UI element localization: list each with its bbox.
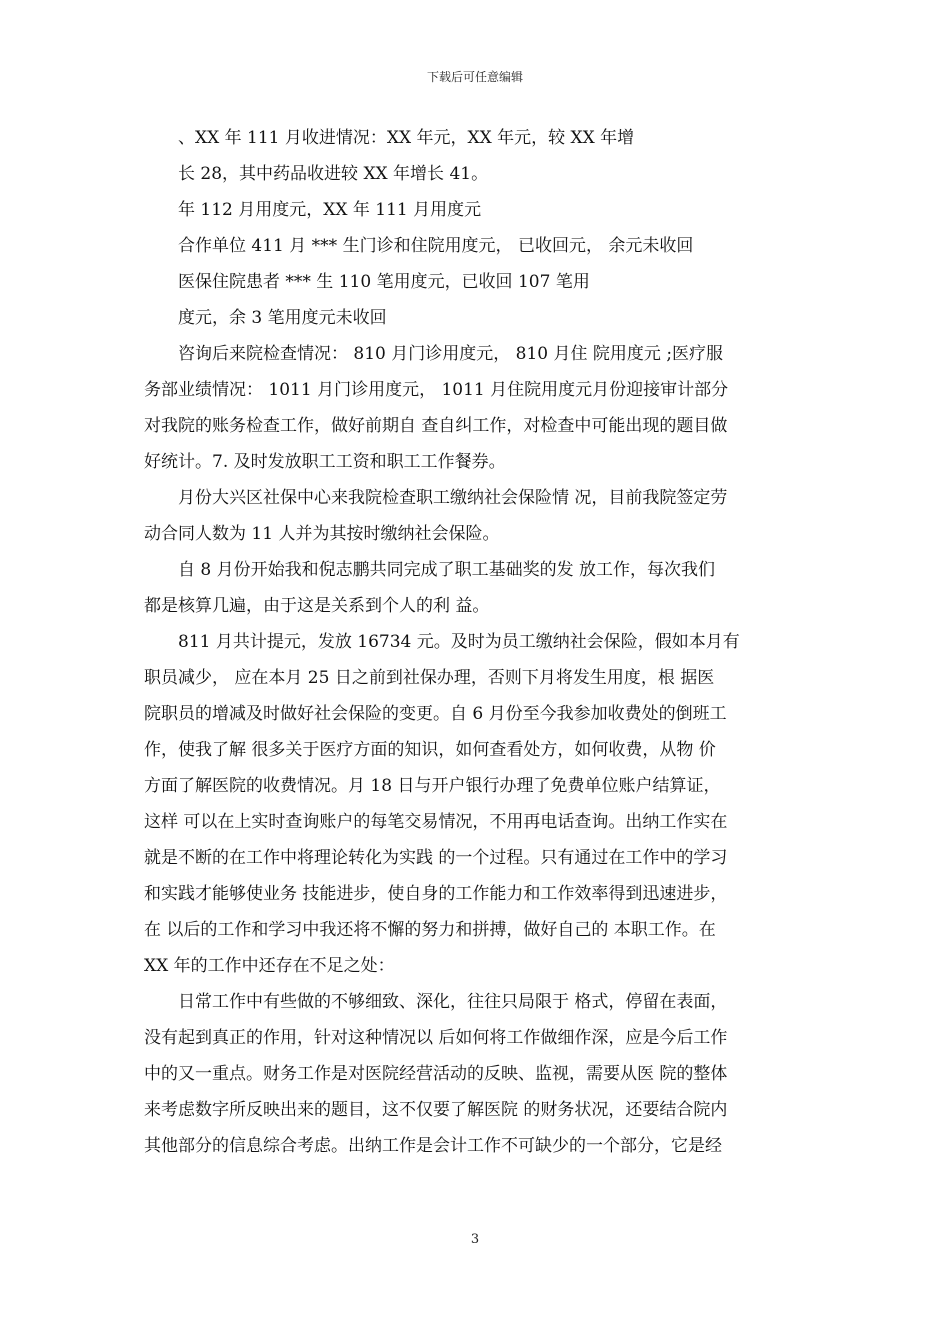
text-line: 长 28，其中药品收进较 XX 年增长 41。 [178, 164, 489, 184]
text-line: XX 年的工作中还存在不足之处： [144, 956, 395, 976]
text-line: 好统计。7. 及时发放职工工资和职工工作餐券。 [144, 452, 506, 472]
text-line: 来考虑数字所反映出来的题目，这不仅要了解医院 的财务状况，还要结合院内 [144, 1100, 728, 1120]
text-line: 咨询后来院检查情况： 810 月门诊用度元， 810 月住 院用度元 ;医疗服 [178, 344, 724, 364]
text-line: 对我院的账务检查工作，做好前期自 查自纠工作，对检查中可能出现的题目做 [144, 416, 728, 436]
text-line: 月份大兴区社保中心来我院检查职工缴纳社会保险情 况，目前我院签定劳 [178, 488, 728, 508]
page-header: 下载后可任意编辑 [426, 70, 523, 84]
text-line: 动合同人数为 11 人并为其按时缴纳社会保险。 [144, 524, 500, 544]
text-line: 在 以后的工作和学习中我还将不懈的努力和拼搏，做好自己的 本职工作。在 [144, 920, 716, 940]
text-line: 中的又一重点。财务工作是对医院经营活动的反映、监视，需要从医 院的整体 [144, 1064, 728, 1084]
text-line: 、XX 年 111 月收进情况：XX 年元，XX 年元，较 XX 年增 [178, 128, 635, 148]
text-line: 年 112 月用度元，XX 年 111 月用度元 [178, 200, 482, 220]
text-line: 方面了解医院的收费情况。月 18 日与开户银行办理了免费单位账户结算证， [144, 776, 721, 796]
text-line: 度元，余 3 笔用度元未收回 [178, 308, 387, 328]
text-line: 合作单位 411 月 *** 生门诊和住院用度元， 已收回元， 余元未收回 [178, 236, 694, 256]
text-line: 没有起到真正的作用，针对这种情况以 后如何将工作做细作深，应是今后工作 [144, 1028, 728, 1048]
text-line: 院职员的增减及时做好社会保险的变更。自 6 月份至今我参加收费处的倒班工 [144, 704, 727, 724]
text-line: 作，使我了解 很多关于医疗方面的知识，如何查看处方，如何收费，从物 价 [144, 740, 716, 760]
page-number: 3 [470, 1232, 480, 1247]
text-line: 811 月共计提元，发放 16734 元。及时为员工缴纳社会保险，假如本月有 [178, 632, 740, 652]
text-line: 务部业绩情况： 1011 月门诊用度元， 1011 月住院用度元月份迎接审计部分 [144, 380, 729, 400]
text-line: 日常工作中有些做的不够细致、深化，往往只局限于 格式，停留在表面， [178, 992, 728, 1012]
text-line: 都是核算几遍，由于这是关系到个人的利 益。 [144, 596, 490, 616]
text-line: 其他部分的信息综合考虑。出纳工作是会计工作不可缺少的一个部分，它是经 [144, 1136, 722, 1156]
text-line: 和实践才能够使业务 技能进步，使自身的工作能力和工作效率得到迅速进步， [144, 884, 728, 904]
document-body [144, 120, 809, 1164]
text-line: 职员减少， 应在本月 25 日之前到社保办理，否则下月将发生用度，根 据医 [144, 668, 715, 688]
text-line: 自 8 月份开始我和倪志鹏共同完成了职工基础奖的发 放工作，每次我们 [178, 560, 716, 580]
text-line: 这样 可以在上实时查询账户的每笔交易情况，不用再电话查询。出纳工作实在 [144, 812, 728, 832]
text-line: 就是不断的在工作中将理论转化为实践 的一个过程。只有通过在工作中的学习 [144, 848, 728, 868]
text-line: 医保住院患者 *** 生 110 笔用度元，已收回 107 笔用 [178, 272, 590, 292]
